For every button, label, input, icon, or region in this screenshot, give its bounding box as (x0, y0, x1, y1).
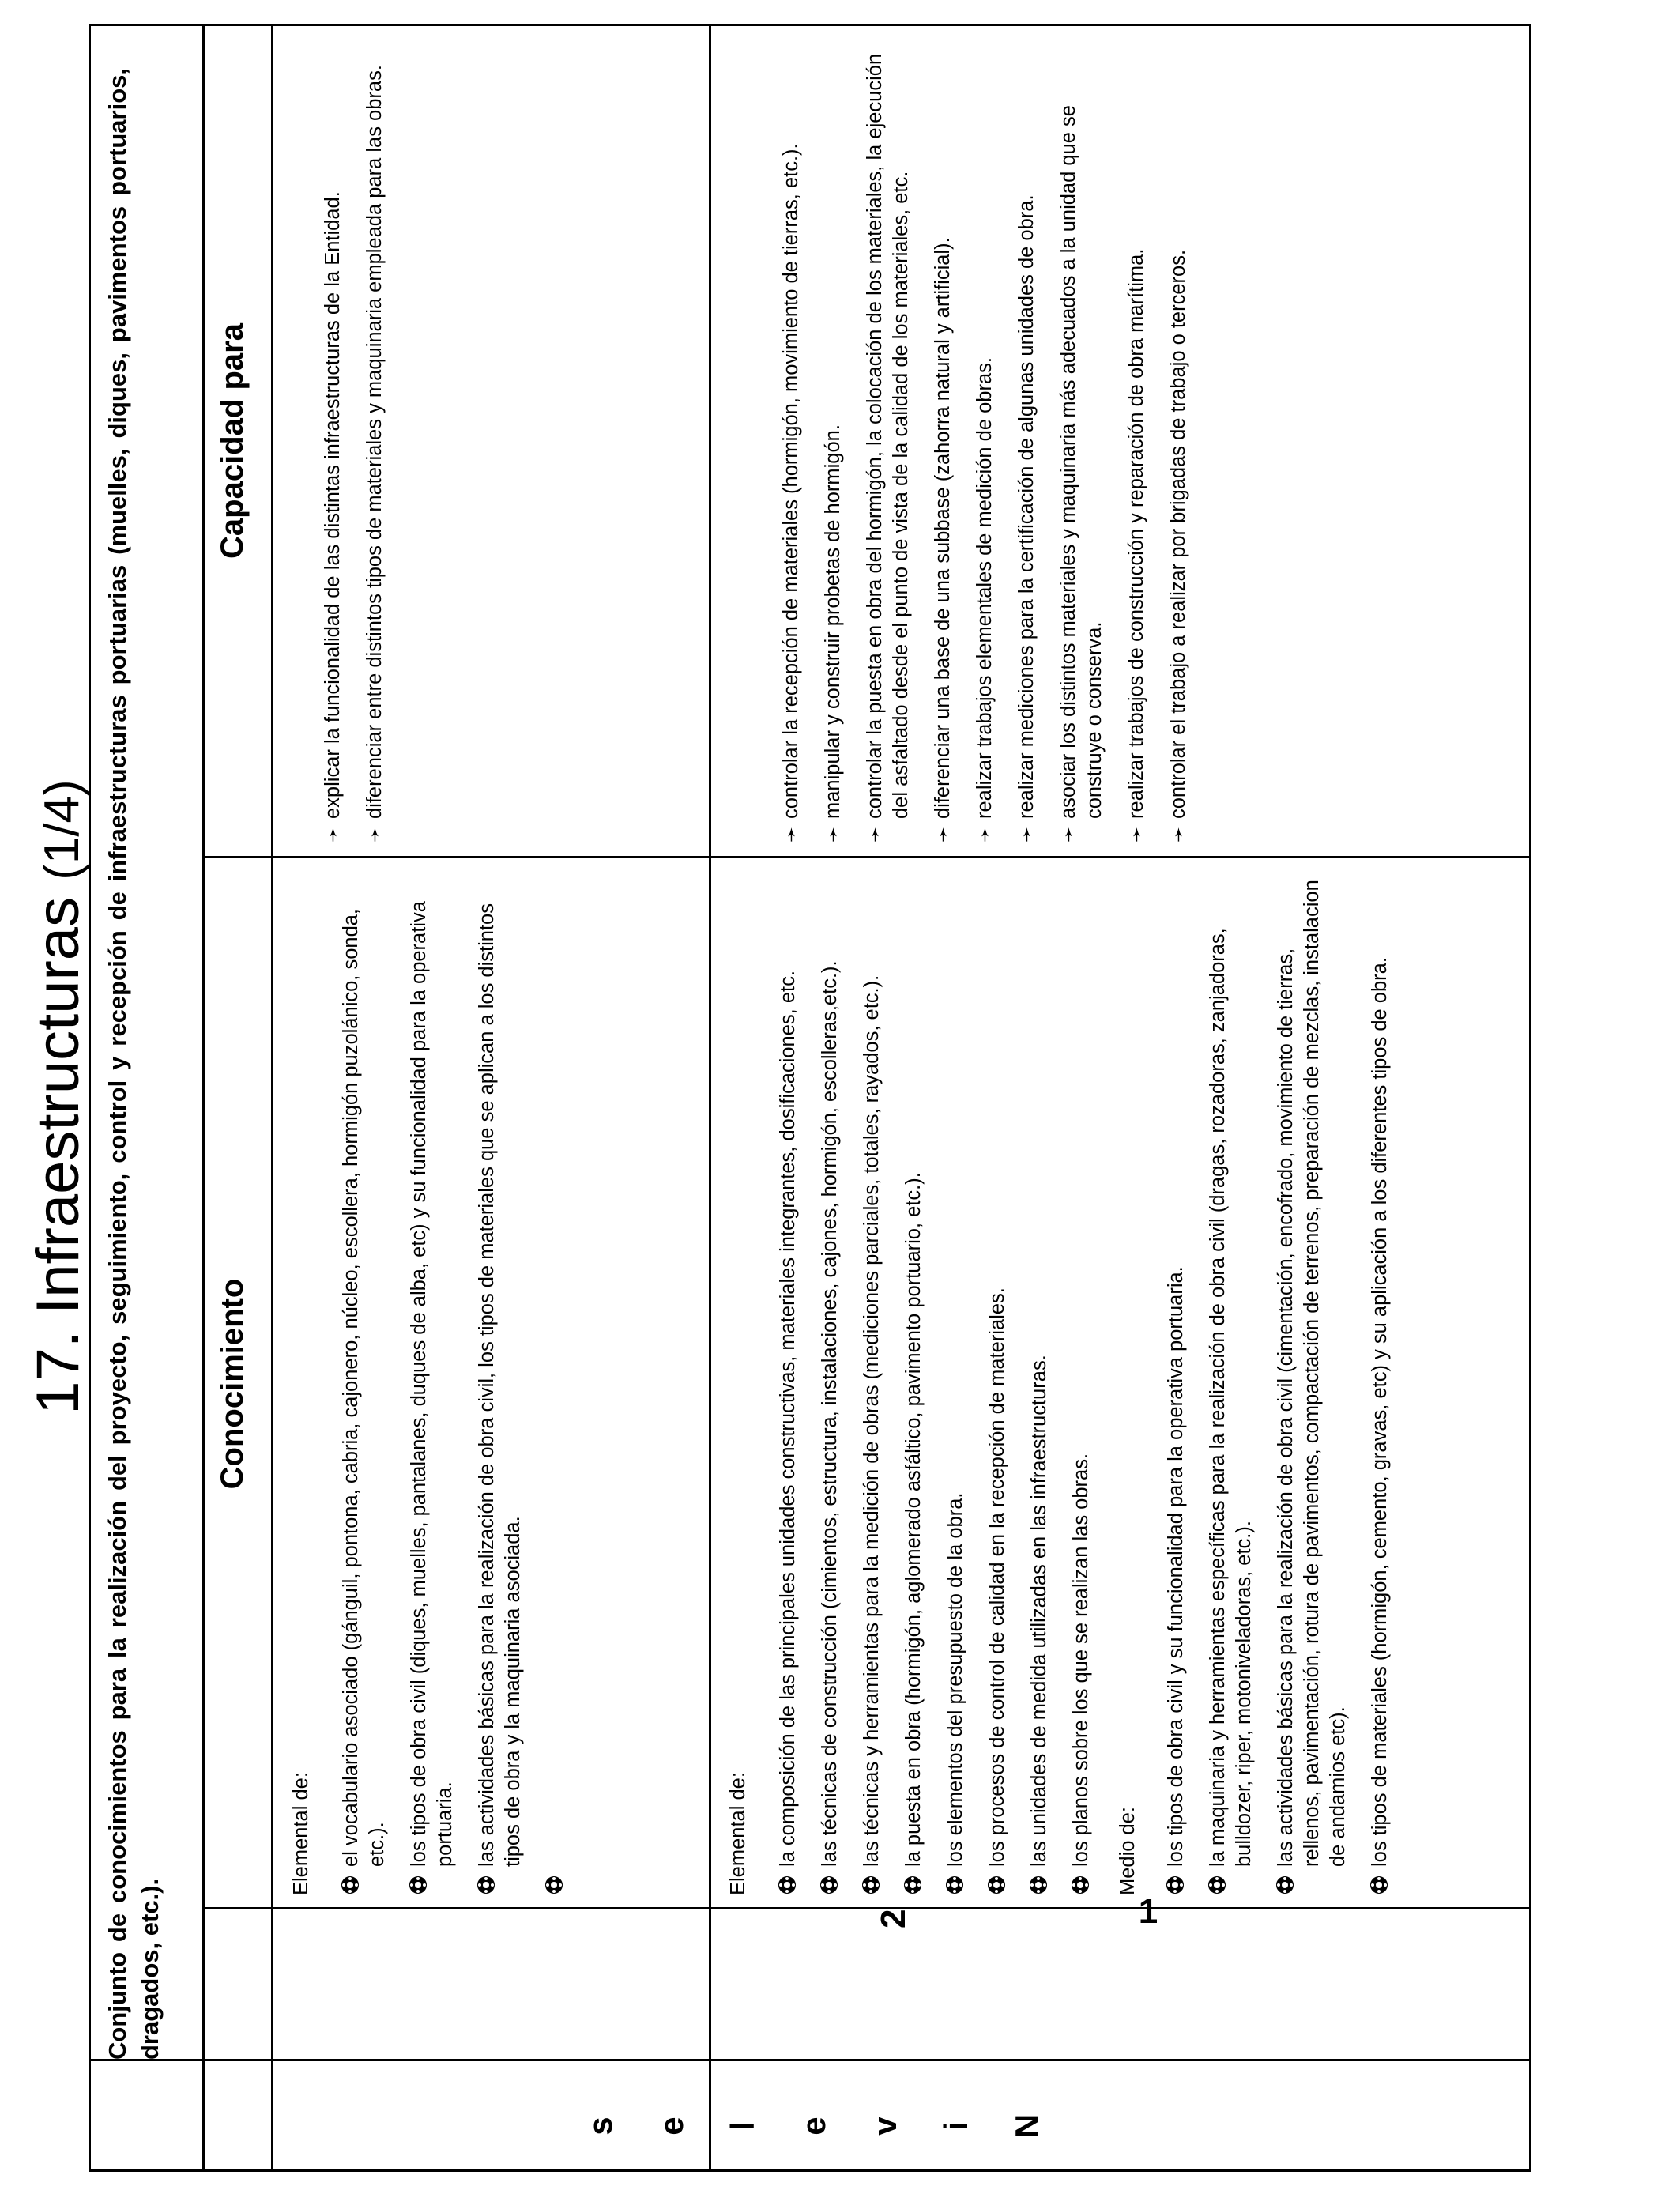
arrow-bullet-icon: ➛ (322, 826, 344, 843)
list-item-text: las técnicas de construcción (cimientos, estructura, instalaciones, cajones, hormigón, escolleras,etc.). (819, 960, 841, 1867)
flower-bullet-icon (1070, 1875, 1090, 1895)
list-item (320, 36, 346, 843)
title-text: 17. Infraestructuras (24, 896, 92, 1415)
flower-bullet-icon (1028, 1875, 1049, 1895)
flower-bullet-icon (1275, 1875, 1295, 1895)
flower-bullet-icon (777, 1875, 797, 1895)
list-item (901, 868, 927, 1895)
list-item-text: las actividades básicas para la realización de obra civil (cimentación, encofrado, movimiento de tierras, rellenos, pavimentación, rotura de pavimentos, compactación de terrenos, preparación de mezclas, instalacion de andamios etc). (1275, 880, 1349, 1867)
flower-bullet-icon (476, 1875, 496, 1895)
capacity-list (778, 36, 1192, 843)
list-item (1367, 868, 1393, 1895)
flower-bullet-icon (986, 1875, 1007, 1895)
list-item (820, 36, 846, 843)
capacity-list (320, 36, 388, 843)
list-item-text: realizar mediciones para la certificación de algunas unidades de obra. (1015, 194, 1038, 819)
column-header-capacidad: Capacidad para (215, 323, 250, 559)
flower-bullet-icon (944, 1875, 965, 1895)
flower-bullet-icon (544, 1875, 564, 1895)
list-item (1166, 36, 1192, 843)
rule-desc-bottom (202, 24, 205, 2172)
list-item-text: las técnicas y herramientas para la medición de obras (mediciones parciales, totales, rayados, etc.). (861, 974, 883, 1867)
list-item-text: la puesta en obra (hormigón, aglomerado asfáltico, pavimento portuario, etc.). (902, 1172, 925, 1867)
list-item (775, 868, 801, 1895)
list-item-text: realizar trabajos de construcción y reparación de obra marítima. (1125, 248, 1147, 819)
arrow-bullet-icon: ➛ (1126, 826, 1147, 843)
list-item (1056, 36, 1108, 843)
list-item-text: la composición de las principales unidades constructivas, materiales integrantes, dosificaciones, etc. (777, 971, 799, 1867)
level2-capacidad (778, 36, 1207, 843)
knowledge-list (775, 868, 1094, 1895)
list-item-text: los tipos de obra civil y su funcionalidad para la operativa portuaria. (1165, 1266, 1187, 1867)
level-number-1: 1 (1138, 1891, 1158, 1931)
list-item (930, 36, 956, 843)
subheading-elemental: Elemental de: (290, 1772, 312, 1895)
section-description: Conjunto de conocimientos para la realización del proyecto, seguimiento, control y recepción de infraestructuras portuarias (muelles, diques, pavimentos portuarios, dragados, etc.). (104, 68, 164, 2060)
level-number-2: 2 (874, 1909, 913, 1928)
niveles-letter: l (724, 2121, 761, 2131)
rule-niveles-col (89, 2059, 1531, 2061)
list-item-text: el vocabulario asociado (gánguil, pontona, cabria, cajonero, núcleo, escollera, hormigón puzolánico, sonda, etc.). (340, 908, 388, 1867)
list-item (406, 868, 458, 1895)
level1-capacidad (320, 36, 404, 843)
page-title (24, 0, 92, 2194)
list-item-text: los elementos del presupuesto de la obra. (944, 1492, 966, 1867)
list-item (943, 868, 969, 1895)
list-item-text: controlar el trabajo a realizar por brigadas de trabajo o terceros. (1167, 249, 1189, 819)
list-item (474, 868, 526, 1895)
list-item (362, 36, 388, 843)
list-item-text: la maquinaria y herramientas específicas para la realización de obra civil (dragas, rozadoras, zanjadoras, bulldozer, riper, motoniveladoras, etc.). (1207, 928, 1255, 1867)
list-item-text: diferenciar una base de una subbase (zahorra natural y artificial). (932, 237, 954, 819)
level1-conocimiento (288, 868, 542, 1895)
arrow-bullet-icon: ➛ (1016, 826, 1038, 843)
list-item-text: controlar la recepción de materiales (hormigón, movimiento de tierras, etc.). (780, 143, 802, 819)
niveles-letter: e (653, 2117, 690, 2136)
flower-bullet-icon (1207, 1875, 1227, 1895)
arrow-bullet-icon: ➛ (1058, 826, 1079, 843)
list-item (338, 868, 390, 1895)
title-part: (1/4) (35, 779, 89, 880)
list-item-text: controlar la puesta en obra del hormigón, la colocación de los materiales, la ejecución del asfaltado desde el punto de vista de la calidad de los materiales, etc. (864, 53, 912, 819)
niveles-letter: i (937, 2121, 974, 2131)
list-item (859, 868, 885, 1895)
list-item (985, 868, 1011, 1895)
list-item-text: los planos sobre los que se realizan las obras. (1070, 1453, 1092, 1867)
list-item (1163, 868, 1189, 1895)
arrow-bullet-icon: ➛ (364, 826, 386, 843)
list-item (778, 36, 804, 843)
flower-bullet-icon (861, 1875, 881, 1895)
list-item-text: diferenciar entre distintos tipos de materiales y maquinaria empleada para las obras. (363, 65, 386, 819)
niveles-letter: s (582, 2117, 619, 2136)
rule-header-bottom (271, 24, 273, 2172)
list-item-text: asociar los distintos materiales y maquinaria más adecuados a la unidad que se construye o conserva. (1057, 105, 1106, 819)
niveles-letter: e (795, 2117, 832, 2136)
list-item (817, 868, 843, 1895)
arrow-bullet-icon: ➛ (823, 826, 844, 843)
list-item-text: las actividades básicas para la realización de obra civil, los tipos de materiales que se aplican a los distintos tipos de obra y la maquinaria asociada. (476, 903, 524, 1867)
list-item-text: manipular y construir probetas de hormigón. (822, 424, 844, 819)
subheading-elemental: Elemental de: (727, 1772, 749, 1895)
list-item-text: realizar trabajos elementales de medición de obras. (974, 357, 996, 819)
rule-conocimiento-col (202, 856, 1531, 858)
flower-bullet-icon (819, 1875, 839, 1895)
arrow-bullet-icon: ➛ (781, 826, 802, 843)
list-item-text: los procesos de control de calidad en la recepción de materiales. (986, 1287, 1008, 1867)
rule-level1-bottom (709, 24, 711, 2172)
list-item-text: explicar la funcionalidad de las distintas infraestructuras de la Entidad. (322, 191, 344, 819)
knowledge-list (338, 868, 526, 1895)
flower-bullet-icon (902, 1875, 923, 1895)
arrow-bullet-icon: ➛ (974, 826, 996, 843)
level2-conocimiento (725, 868, 1409, 1895)
column-header-conocimiento: Conocimiento (215, 1278, 250, 1490)
list-item (1205, 868, 1257, 1895)
flower-bullet-icon (1369, 1875, 1389, 1895)
flower-bullet-icon (1165, 1875, 1185, 1895)
list-item (1026, 868, 1053, 1895)
arrow-bullet-icon: ➛ (864, 826, 886, 843)
arrow-bullet-icon: ➛ (1168, 826, 1189, 843)
knowledge-list (1163, 868, 1393, 1895)
subheading-medio: Medio de: (1117, 1807, 1139, 1895)
list-item (972, 36, 998, 843)
list-item (1068, 868, 1094, 1895)
list-item (1273, 868, 1351, 1895)
list-item-text: los tipos de obra civil (diques, muelles, pantalanes, duques de alba, etc) y su funcionalidad para la operativa portuaria. (408, 901, 456, 1867)
list-item-text: los tipos de materiales (hormigón, cemento, gravas, etc) y su aplicación a los diferentes tipos de obra. (1369, 957, 1391, 1867)
arrow-bullet-icon: ➛ (932, 826, 954, 843)
flower-bullet-icon (340, 1875, 360, 1895)
niveles-letter: v (866, 2117, 903, 2136)
flower-bullet-icon (408, 1875, 428, 1895)
list-item-text: las unidades de medida utilizadas en las infraestructuras. (1028, 1355, 1050, 1867)
niveles-letter: N (1008, 2113, 1045, 2139)
list-item (862, 36, 914, 843)
rule-level-col (202, 1907, 1531, 1909)
list-item (1014, 36, 1040, 843)
list-item (1124, 36, 1150, 843)
